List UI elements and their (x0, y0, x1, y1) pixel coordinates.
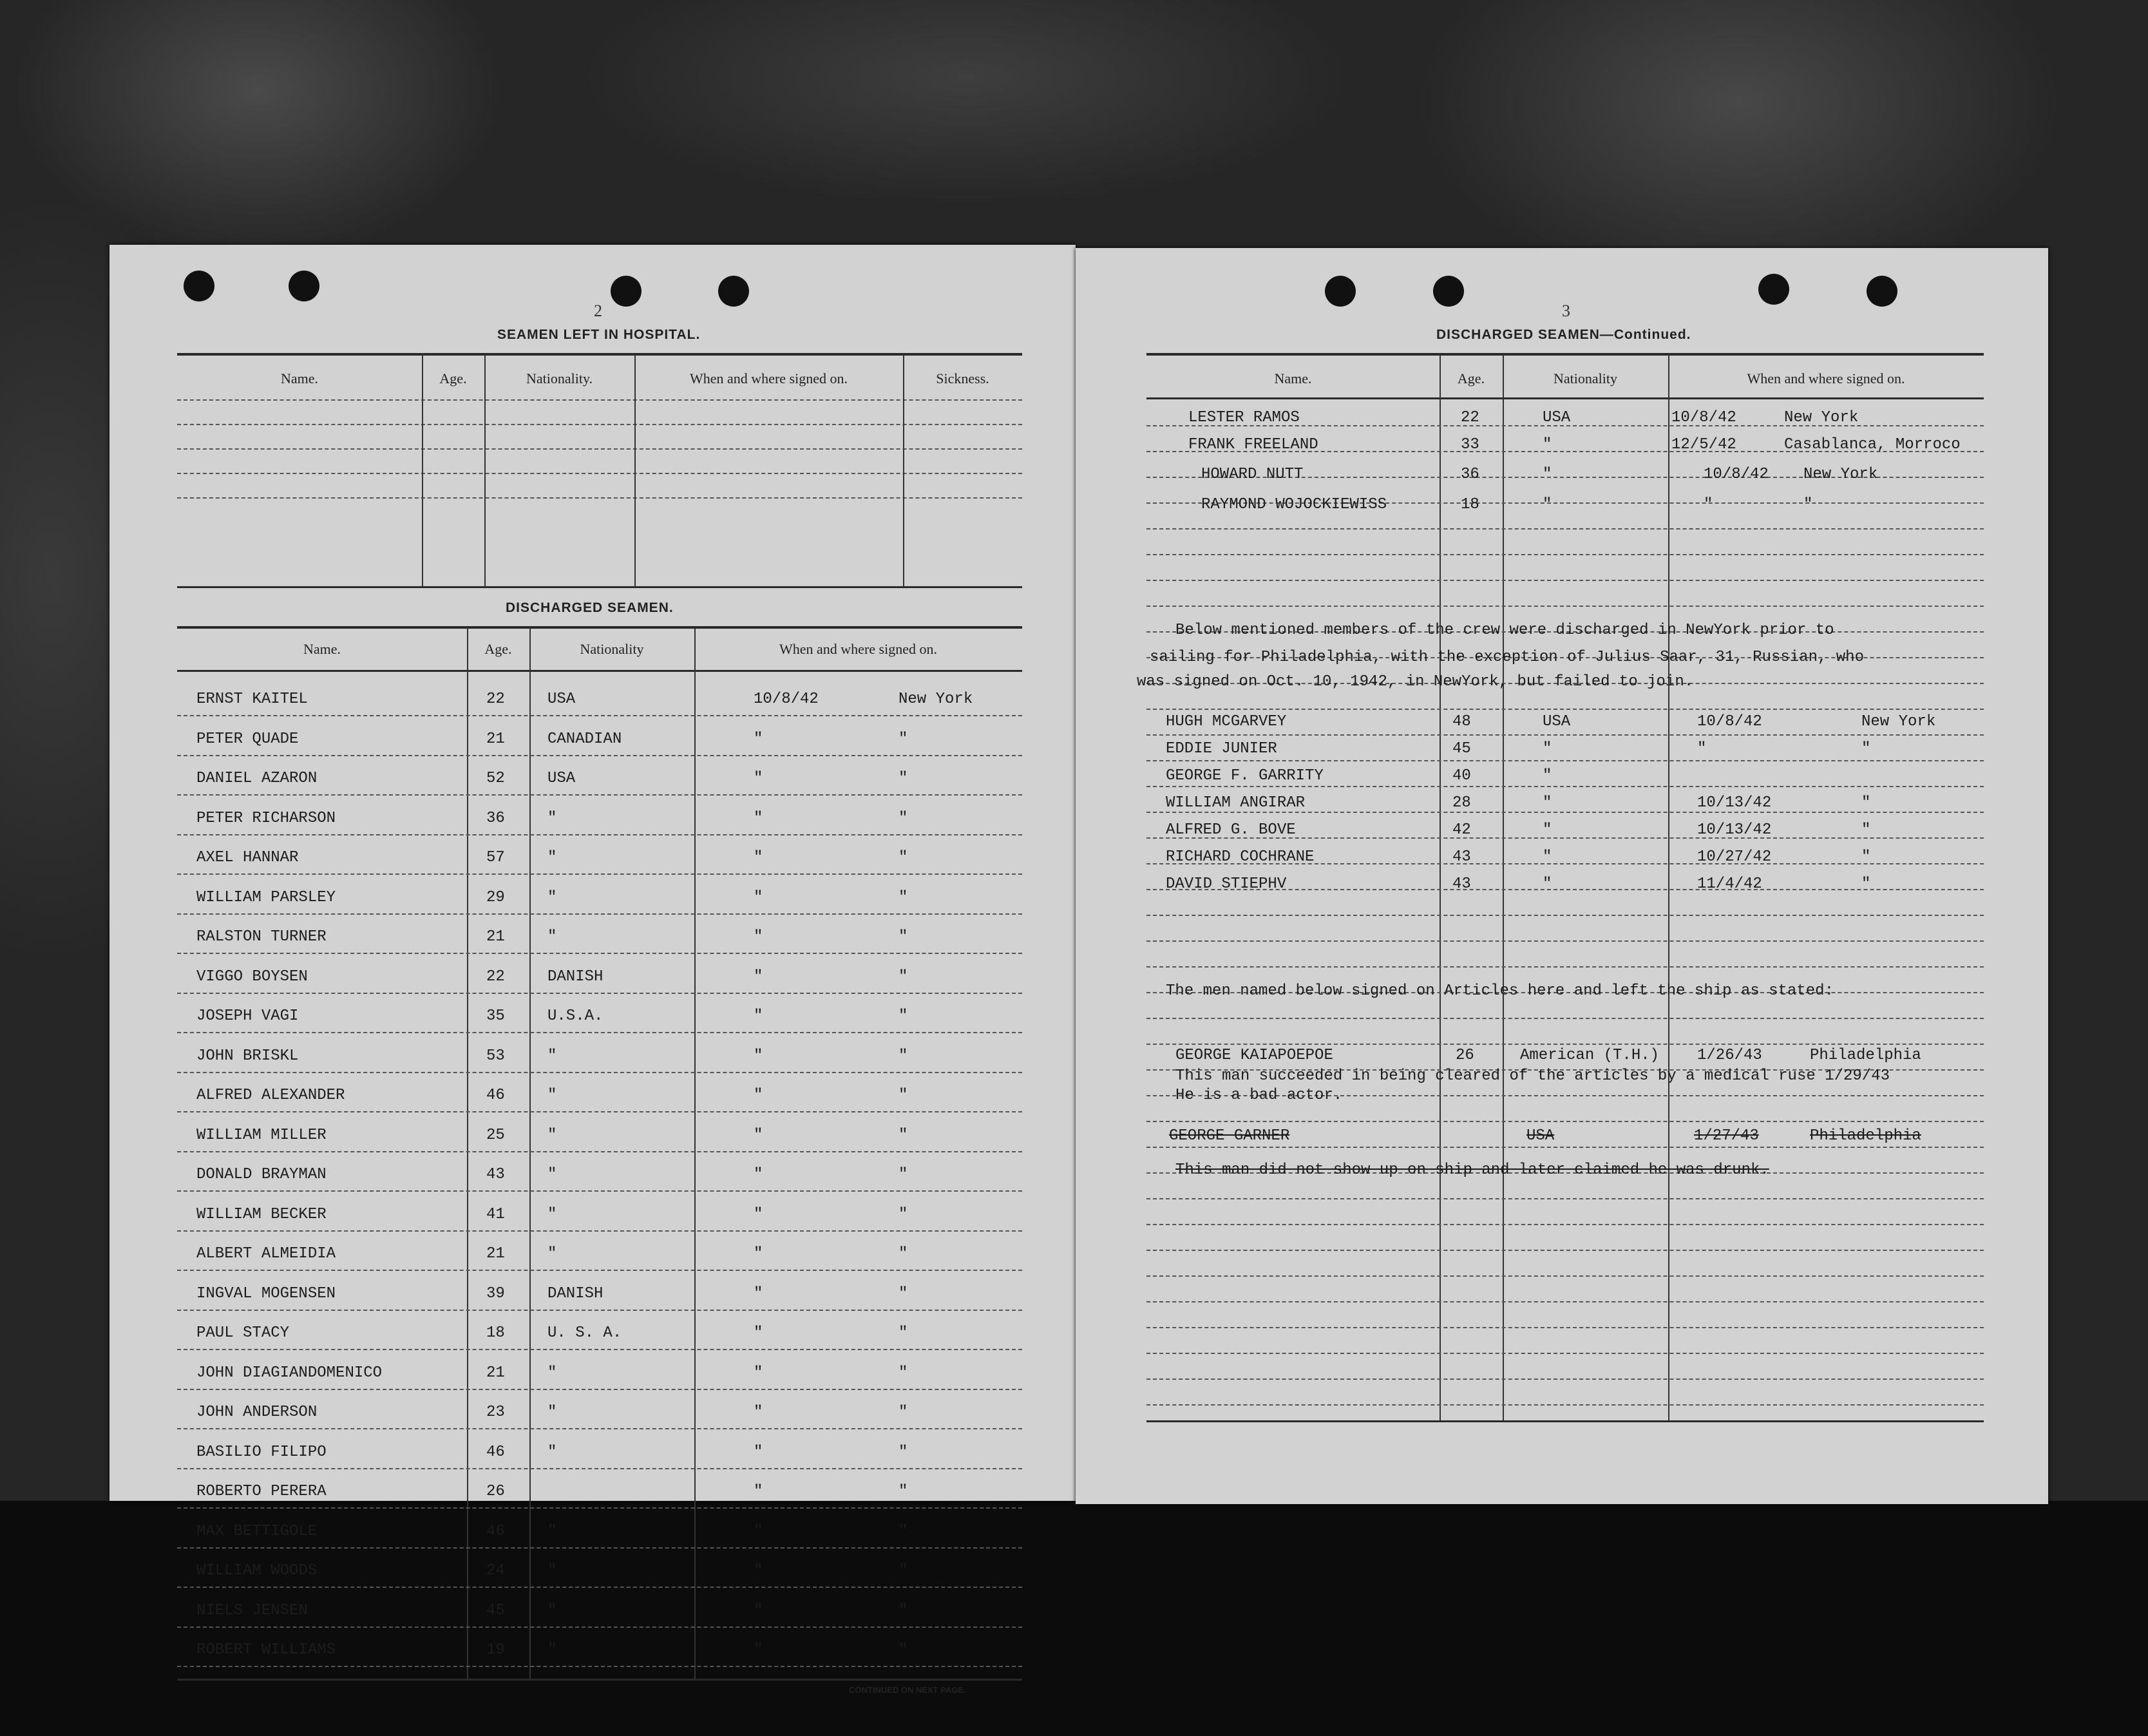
table-row-rule (177, 1190, 1022, 1192)
seaman-nationality: " (1543, 875, 1552, 893)
table-rule (177, 473, 1022, 474)
seaman-nationality: " (547, 1087, 557, 1104)
column-divider (467, 627, 468, 1679)
table-row-rule (1146, 915, 1984, 916)
seaman-name: RALSTON TURNER (196, 928, 327, 946)
continued-footer: CONTINUED ON NEXT PAGE. (849, 1685, 966, 1695)
seaman-name: HOWARD NUTT (1201, 466, 1304, 483)
seaman-nationality: U. S. A. (547, 1324, 622, 1342)
signed-on-place: " (1861, 875, 1871, 893)
signed-on-date: " (754, 1483, 763, 1500)
seaman-nationality: " (547, 928, 557, 946)
column-header-name: Name. (1274, 370, 1312, 386)
punch-hole (1867, 276, 1897, 307)
seaman-name: DANIEL AZARON (196, 770, 318, 787)
seaman-age: 23 (486, 1404, 505, 1421)
table-row-rule (1146, 1327, 1984, 1328)
seaman-age: 52 (486, 770, 505, 787)
punch-hole (184, 271, 214, 301)
seaman-nationality: DANISH (547, 968, 604, 986)
signed-on-place: " (898, 889, 908, 906)
table-row-rule (1146, 812, 1984, 813)
table-bottom-rule (1146, 1420, 1984, 1422)
signed-on-place: " (898, 730, 908, 748)
seaman-name: VIGGO BOYSEN (196, 968, 308, 986)
signed-on-date: " (754, 1007, 763, 1025)
signed-on-date: " (754, 730, 763, 748)
table-row-rule (177, 1032, 1022, 1033)
signed-on-place: " (898, 1404, 908, 1421)
table-row-rule (1146, 1224, 1984, 1225)
punch-hole (1433, 276, 1464, 307)
column-divider (694, 627, 696, 1679)
table-bottom-rule (177, 586, 1022, 588)
table-row-rule (177, 1270, 1022, 1271)
table-bottom-rule (177, 1679, 1022, 1681)
table-row-rule (177, 715, 1022, 716)
seaman-name: RAYMOND WOJOCKIEWISS (1201, 496, 1387, 513)
column-header-age: Age. (484, 641, 512, 657)
entry2-place: Philadelphia (1810, 1127, 1921, 1145)
seaman-nationality: " (1543, 496, 1552, 513)
seaman-name: ALFRED G. BOVE (1166, 821, 1296, 839)
seaman-age: 22 (486, 968, 505, 986)
table-rule (177, 497, 1022, 499)
seaman-age: 42 (1452, 821, 1471, 839)
seaman-age: 57 (486, 849, 505, 866)
seaman-nationality: " (547, 849, 557, 866)
seaman-nationality: USA (547, 691, 576, 708)
table-row-rule (177, 1111, 1022, 1112)
entry2-name: GEORGE GARNER (1169, 1127, 1290, 1145)
table-row-rule (1146, 554, 1984, 555)
entry1-date: 1/26/43 (1697, 1047, 1762, 1064)
page-number: 3 (1562, 301, 1570, 320)
seaman-nationality: " (1543, 794, 1552, 812)
seaman-nationality: " (1543, 767, 1552, 785)
signed-on-date: " (754, 928, 763, 946)
seaman-age: 19 (486, 1641, 505, 1659)
column-divider (484, 354, 486, 586)
column-divider (634, 354, 636, 586)
table-row-rule (177, 834, 1022, 835)
table-row-rule (177, 953, 1022, 954)
seaman-nationality: " (1543, 466, 1552, 483)
signed-on-place: " (898, 810, 908, 827)
seaman-nationality: CANADIAN (547, 730, 622, 748)
seaman-nationality: DANISH (547, 1285, 604, 1302)
signed-on-date: 10/27/42 (1697, 848, 1772, 866)
seaman-nationality: " (1543, 848, 1552, 866)
entry2-nationality: USA (1526, 1127, 1555, 1145)
entry1-place: Philadelphia (1810, 1047, 1921, 1064)
punch-hole (611, 276, 642, 307)
signed-on-date: 10/8/42 (1671, 409, 1736, 426)
seaman-age: 28 (1452, 794, 1471, 812)
signed-on-place: " (898, 770, 908, 787)
seaman-age: 29 (486, 889, 505, 906)
punch-hole (1325, 276, 1356, 307)
entry1-name: GEORGE KAIAPOEPOE (1175, 1047, 1333, 1064)
signed-on-place: " (898, 1444, 908, 1461)
seaman-name: PETER RICHARSON (196, 810, 336, 827)
table-row-rule (177, 993, 1022, 994)
signed-on-date: " (1697, 740, 1707, 758)
table-row-rule (1146, 1404, 1984, 1406)
table-row-rule (177, 1626, 1022, 1628)
table-row-rule (177, 1587, 1022, 1588)
seaman-age: 41 (486, 1206, 505, 1223)
table-row-rule (177, 755, 1022, 756)
signed-on-place: " (898, 1483, 908, 1500)
seaman-age: 24 (486, 1562, 505, 1579)
signed-on-date: " (754, 1404, 763, 1421)
table-row-rule (177, 1507, 1022, 1509)
table-row-rule (1146, 1378, 1984, 1380)
table-header-rule (177, 670, 1022, 672)
seaman-name: WILLIAM BECKER (196, 1206, 327, 1223)
seaman-age: 21 (486, 928, 505, 946)
signed-on-date: " (754, 1285, 763, 1302)
signed-on-place: " (898, 968, 908, 986)
articles-note: The men named below signed on Articles here and left the ship as stated: (1166, 982, 1834, 1000)
table-rule (177, 448, 1022, 450)
signed-on-date: " (754, 1641, 763, 1659)
table-row-rule (1146, 1198, 1984, 1199)
table-row-rule (177, 1230, 1022, 1232)
signed-on-date: " (754, 1562, 763, 1579)
table-row-rule (177, 1310, 1022, 1311)
signed-on-place: " (898, 1206, 908, 1223)
seaman-nationality: " (547, 1444, 557, 1461)
seaman-name: JOSEPH VAGI (196, 1007, 299, 1025)
column-header-sickness: Sickness. (936, 370, 989, 386)
signed-on-date: " (754, 889, 763, 906)
crew-note-line-3: was signed on Oct. 10, 1942, in NewYork, but failed to join. (1137, 673, 1694, 691)
signed-on-place: " (898, 1285, 908, 1302)
seaman-name: JOHN BRISKL (196, 1047, 299, 1065)
table-rule (177, 399, 1022, 401)
column-divider (1440, 354, 1441, 1420)
signed-on-place: " (898, 1166, 908, 1183)
table-row-rule (1146, 580, 1984, 581)
table-top-rule (1146, 353, 1984, 356)
signed-on-place: Casablanca, Morroco (1784, 436, 1961, 453)
table-row-rule (177, 1468, 1022, 1469)
table-row-rule (177, 794, 1022, 796)
seaman-age: 21 (486, 1364, 505, 1382)
table-row-rule (177, 1389, 1022, 1390)
seaman-nationality: " (547, 810, 557, 827)
entry2-note: This man did not show up on ship and later claimed he was drunk. (1175, 1161, 1769, 1179)
seaman-name: ALBERT ALMEIDIA (196, 1245, 336, 1263)
table-row-rule (1146, 606, 1984, 607)
table-row-rule (1146, 528, 1984, 529)
signed-on-place: " (898, 1523, 908, 1540)
seaman-age: 22 (486, 691, 505, 708)
column-header-name: Name. (280, 370, 319, 386)
signed-on-date: 10/8/42 (1704, 466, 1769, 483)
seaman-age: 22 (1461, 409, 1479, 426)
seaman-age: 40 (1452, 767, 1471, 785)
entry1-note-2: He is a bad actor. (1175, 1087, 1343, 1104)
seaman-age: 46 (486, 1087, 505, 1104)
signed-on-date: " (754, 1245, 763, 1263)
table-row-rule (1146, 1121, 1984, 1122)
column-divider (529, 627, 531, 1679)
signed-on-date: 11/4/42 (1697, 875, 1762, 893)
seaman-age: 39 (486, 1285, 505, 1302)
seaman-nationality: " (547, 1047, 557, 1065)
seaman-nationality: " (547, 1166, 557, 1183)
table-row-rule (1146, 760, 1984, 761)
table-row-rule (1146, 1301, 1984, 1302)
entry2-date: 1/27/43 (1694, 1127, 1759, 1145)
signed-on-date: 10/8/42 (754, 691, 819, 708)
signed-on-place: " (898, 1245, 908, 1263)
column-divider (903, 354, 904, 586)
seaman-name: JOHN DIAGIANDOMENICO (196, 1364, 383, 1382)
signed-on-place: " (1861, 848, 1871, 866)
signed-on-date: " (754, 1166, 763, 1183)
seaman-name: ROBERTO PERERA (196, 1483, 327, 1500)
seaman-name: AXEL HANNAR (196, 849, 299, 866)
seaman-name: PAUL STACY (196, 1324, 290, 1342)
signed-on-date: " (754, 1087, 763, 1104)
seaman-name: BASILIO FILIPO (196, 1444, 327, 1461)
seaman-nationality: USA (1543, 409, 1571, 426)
table-row-rule (177, 1072, 1022, 1073)
signed-on-date: " (754, 1206, 763, 1223)
seaman-name: HUGH MCGARVEY (1166, 713, 1287, 730)
column-header-name: Name. (303, 641, 341, 657)
seaman-nationality: " (547, 1206, 557, 1223)
punch-hole (1758, 274, 1789, 305)
seaman-age: 25 (486, 1127, 505, 1144)
table-row-rule (1146, 1275, 1984, 1277)
punch-hole (289, 271, 319, 301)
column-header-age: Age. (439, 370, 467, 386)
signed-on-place: " (898, 1562, 908, 1579)
signed-on-date: 10/13/42 (1697, 821, 1772, 839)
column-header-signed-on: When and where signed on. (1747, 370, 1905, 386)
seaman-nationality: " (1543, 436, 1552, 453)
seaman-nationality: " (1543, 821, 1552, 839)
seaman-name: ALFRED ALEXANDER (196, 1087, 345, 1104)
crew-note-line-2: sailing for Philadelphia, with the exception of Julius Saar, 31, Russian, who (1150, 649, 1864, 666)
seaman-nationality: " (547, 889, 557, 906)
column-header-nationality: Nationality (1554, 370, 1617, 386)
signed-on-date: " (754, 1523, 763, 1540)
table-row-rule (1146, 966, 1984, 968)
seaman-name: FRANK FREELAND (1188, 436, 1318, 453)
column-header-age: Age. (1457, 370, 1485, 386)
table-row-rule (177, 1547, 1022, 1549)
signed-on-place: " (898, 928, 908, 946)
seaman-nationality: USA (1543, 713, 1571, 730)
seaman-age: 33 (1461, 436, 1479, 453)
signed-on-place: " (1861, 794, 1871, 812)
table-top-rule (177, 353, 1022, 356)
signed-on-place: " (898, 1047, 908, 1065)
signed-on-place: " (898, 1364, 908, 1382)
seaman-name: ERNST KAITEL (196, 691, 308, 708)
seaman-age: 43 (486, 1166, 505, 1183)
seaman-name: WILLIAM WOODS (196, 1562, 318, 1579)
signed-on-date: 10/8/42 (1697, 713, 1762, 730)
seaman-name: PETER QUADE (196, 730, 299, 748)
seaman-nationality: " (547, 1562, 557, 1579)
seaman-nationality: " (547, 1523, 557, 1540)
seaman-age: 53 (486, 1047, 505, 1065)
signed-on-place: " (898, 1324, 908, 1342)
seaman-name: EDDIE JUNIER (1166, 740, 1277, 758)
signed-on-date: " (754, 849, 763, 866)
signed-on-date: " (754, 1444, 763, 1461)
column-header-signed-on: When and where signed on. (779, 641, 937, 657)
seaman-age: 43 (1452, 875, 1471, 893)
seaman-name: INGVAL MOGENSEN (196, 1285, 336, 1302)
seaman-age: 18 (486, 1324, 505, 1342)
table-row-rule (177, 1151, 1022, 1152)
signed-on-date: " (754, 810, 763, 827)
table-row-rule (1146, 786, 1984, 787)
left-page (109, 245, 1076, 1695)
right-page (1076, 248, 2048, 1504)
entry1-age: 26 (1456, 1047, 1474, 1064)
column-header-signed-on: When and where signed on. (690, 370, 848, 386)
signed-on-place: " (898, 1007, 908, 1025)
seaman-nationality: " (547, 1127, 557, 1144)
signed-on-place: " (898, 1087, 908, 1104)
table-row-rule (177, 1428, 1022, 1429)
entry1-note-1: This man succeeded in being cleared of the articles by a medical ruse 1/29/43 (1175, 1067, 1890, 1085)
seaman-name: MAX BETTIGOLE (196, 1523, 318, 1540)
table-top-rule (177, 626, 1022, 629)
table-row-rule (177, 913, 1022, 915)
table-row-rule (1146, 940, 1984, 942)
seaman-age: 45 (486, 1602, 505, 1619)
signed-on-place: New York (1861, 713, 1936, 730)
discharged-section-title: DISCHARGED SEAMEN. (506, 600, 674, 615)
column-header-nationality: Nationality (580, 641, 644, 657)
signed-on-place: " (898, 849, 908, 866)
seaman-age: 43 (1452, 848, 1471, 866)
seaman-age: 46 (486, 1523, 505, 1540)
signed-on-place: " (898, 1127, 908, 1144)
seaman-nationality: " (547, 1364, 557, 1382)
seaman-age: 36 (486, 810, 505, 827)
seaman-nationality: " (547, 1602, 557, 1619)
table-row-rule (177, 873, 1022, 875)
table-row-rule (1146, 734, 1984, 736)
table-rule (177, 424, 1022, 425)
seaman-age: 21 (486, 730, 505, 748)
seaman-age: 35 (486, 1007, 505, 1025)
table-row-rule (1146, 709, 1984, 710)
dark-floor (0, 1501, 2148, 1736)
table-row-rule (1146, 1147, 1984, 1148)
signed-on-date: " (754, 1602, 763, 1619)
signed-on-date: " (754, 968, 763, 986)
signed-on-date: " (754, 1127, 763, 1144)
seaman-name: GEORGE F. GARRITY (1166, 767, 1324, 785)
seaman-age: 21 (486, 1245, 505, 1263)
seaman-age: 26 (486, 1483, 505, 1500)
seaman-nationality: " (547, 1404, 557, 1421)
table-row-rule (177, 1666, 1022, 1667)
seaman-name: NIELS JENSEN (196, 1602, 308, 1619)
signed-on-place: " (1803, 496, 1813, 513)
signed-on-place: " (1861, 821, 1871, 839)
signed-on-place: " (1861, 740, 1871, 758)
signed-on-place: " (898, 1602, 908, 1619)
signed-on-place: New York (1784, 409, 1859, 426)
table-row-rule (177, 1349, 1022, 1350)
signed-on-place: " (898, 1641, 908, 1659)
crew-note-line-1: Below mentioned members of the crew were discharged in NewYork prior to (1175, 622, 1834, 639)
entry1-nationality: American (T.H.) (1520, 1047, 1660, 1064)
seaman-name: LESTER RAMOS (1188, 409, 1300, 426)
table-row-rule (1146, 1250, 1984, 1251)
signed-on-date: " (754, 1047, 763, 1065)
signed-on-place: New York (1803, 466, 1878, 483)
table-row-rule (1146, 1353, 1984, 1354)
column-header-nationality: Nationality. (526, 370, 593, 386)
hospital-section-title: SEAMEN LEFT IN HOSPITAL. (497, 327, 701, 342)
page-title: DISCHARGED SEAMEN—Continued. (1436, 327, 1691, 342)
seaman-name: DONALD BRAYMAN (196, 1166, 327, 1183)
seaman-nationality: " (547, 1245, 557, 1263)
signed-on-date: " (754, 1324, 763, 1342)
seaman-name: ROBERT WILLIAMS (196, 1641, 336, 1659)
seaman-nationality: U.S.A. (547, 1007, 604, 1025)
seaman-age: 48 (1452, 713, 1471, 730)
seaman-age: 46 (486, 1444, 505, 1461)
signed-on-date: " (754, 1364, 763, 1382)
seaman-nationality: USA (547, 770, 576, 787)
seaman-age: 36 (1461, 466, 1479, 483)
page-number: 2 (594, 301, 602, 320)
column-divider (1668, 354, 1669, 1420)
seaman-name: DAVID STIEPHV (1166, 875, 1287, 893)
seaman-name: RICHARD COCHRANE (1166, 848, 1315, 866)
seaman-name: WILLIAM PARSLEY (196, 889, 336, 906)
signed-on-date: " (1704, 496, 1713, 513)
seaman-age: 45 (1452, 740, 1471, 758)
seaman-nationality: " (1543, 740, 1552, 758)
signed-on-place: New York (898, 691, 973, 708)
table-header-rule (1146, 397, 1984, 399)
column-divider (422, 354, 423, 586)
signed-on-date: " (754, 770, 763, 787)
column-divider (1503, 354, 1504, 1420)
table-row-rule (1146, 1044, 1984, 1045)
seaman-name: WILLIAM MILLER (196, 1127, 327, 1144)
table-row-rule (1146, 1018, 1984, 1019)
seaman-nationality: " (547, 1641, 557, 1659)
seaman-age: 18 (1461, 496, 1479, 513)
signed-on-date: 12/5/42 (1671, 436, 1736, 453)
signed-on-date: 10/13/42 (1697, 794, 1772, 812)
punch-hole (718, 276, 749, 307)
seaman-name: JOHN ANDERSON (196, 1404, 318, 1421)
seaman-name: WILLIAM ANGIRAR (1166, 794, 1306, 812)
